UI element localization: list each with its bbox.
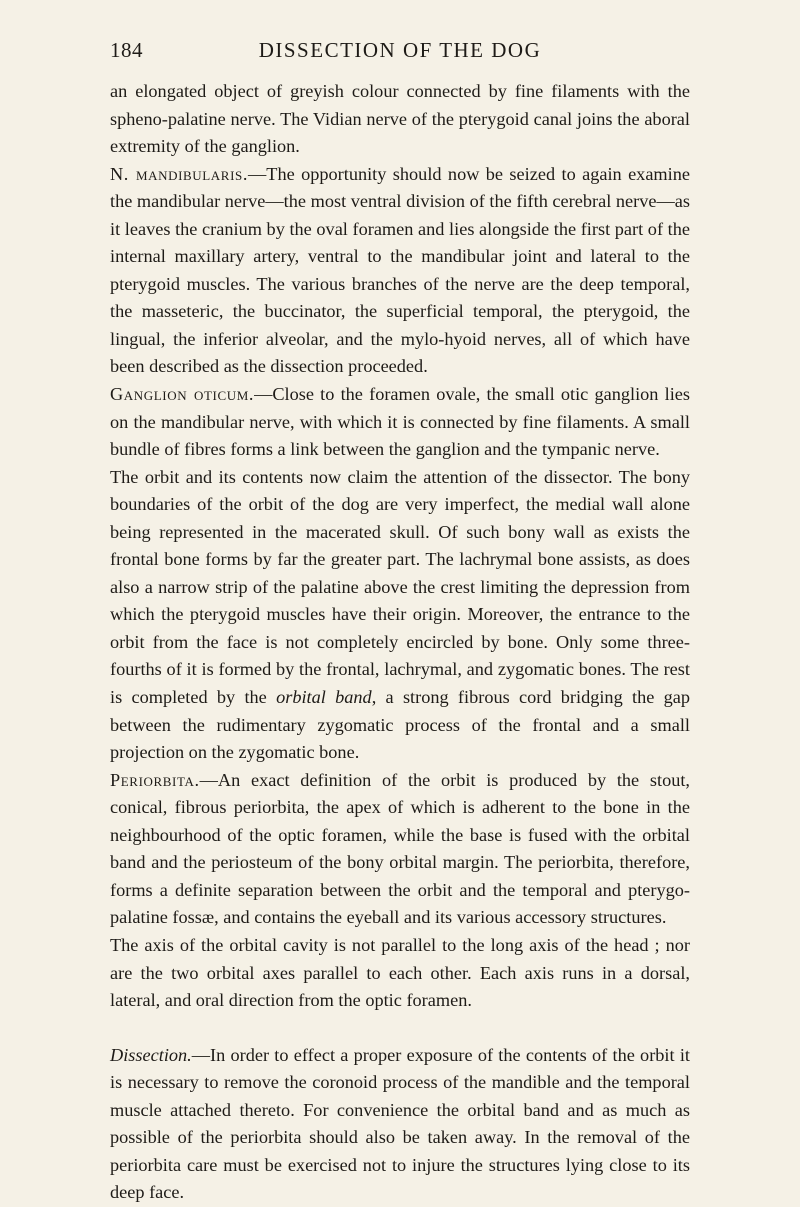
paragraph-text: The orbit and its contents now claim the attention of the dissector. The bony boundaries of the orbit of the dog are very imperfect, the medial wall alone being represented in the macerated skull. Of such bony wall as exists the frontal bone forms by far the greater part. The lachrymal bone assists, as does also a narrow strip of the palatine above the crest limiting the depression from which the pterygoid muscles have their origin. Moreover, the entrance to the orbit from the face is not completely encircled by bone. Only some three-fourths of it is formed by the frontal, lachrymal, and zygomatic bones. The rest is completed by the	[110, 466, 690, 708]
paragraph-text: an elongated object of greyish colour connected by fine filaments with the spheno-palatine nerve. The Vidian nerve of the pterygoid canal joins the aboral extremity of the ganglion.	[110, 81, 690, 157]
paragraph-text: —Close to the foramen ovale, the small otic ganglion lies on the mandibular nerve, with which it is connected by fine filaments. A small bundle of fibres forms a link between the ganglion and the tympanic nerve.	[110, 384, 691, 460]
paragraph-text: The axis of the orbital cavity is not parallel to the long axis of the head ; nor are the two orbital axes parallel to each other. Each axis runs in a dorsal, lateral, and oral direction from the optic foramen.	[110, 934, 690, 1011]
section-lead: Periorbita.	[110, 769, 200, 790]
paragraph-n-mandibularis	[110, 161, 690, 381]
paragraph-text: —The opportunity should now be seized to again examine the mandibular nerve—the most ventral division of the fifth cerebral nerve—as it leaves the cranium by the oval foramen and lies alongside the first part of the internal maxillary artery, ventral to the mandibular joint and lateral to the pterygoid muscles. The various branches of the nerve are the deep temporal, the masseteric, the buccinator, the superficial temporal, the pterygoid, the lingual, the inferior alveolar, and the mylo-hyoid nerves, all of which have been described as the dissection proceeded.	[110, 163, 690, 377]
section-lead: Ganglion oticum.	[110, 384, 255, 405]
paragraph-text: , a strong fibrous cord bridging the gap between the rudimentary zygomatic process of the frontal and a small projection on the zygomatic bone.	[110, 687, 690, 763]
paragraph-orbit	[110, 464, 690, 767]
page-number: 184	[110, 38, 143, 62]
paragraph-periorbita	[110, 767, 690, 932]
paragraph-ganglion-oticum	[110, 381, 690, 464]
italic-term: orbital band	[276, 687, 372, 708]
paragraph-orbital-axis	[110, 932, 690, 1015]
paragraph-dissection	[110, 1042, 690, 1207]
paragraph-text: —In order to effect a proper exposure of the contents of the orbit it is necessary to remove the coronoid process of the mandible and the temporal muscle attached thereto. For convenience the orbital band and as much as possible of the periorbita should also be taken away. In the removal of the periorbita care must be exercised not to injure the structures lying close to its deep face.	[110, 1044, 690, 1203]
section-lead: Dissection.	[110, 1044, 192, 1065]
body-text	[110, 78, 690, 1207]
page-header	[110, 34, 690, 70]
paragraph-continuation	[110, 78, 690, 161]
section-lead: N. mandibularis.	[110, 163, 248, 184]
running-head: DISSECTION OF THE DOG	[258, 38, 542, 62]
paragraph-text: —An exact definition of the orbit is produced by the stout, conical, fibrous periorbita, the apex of which is adherent to the bone in the neighbourhood of the optic foramen, while the base is fused with the orbital band and the periosteum of the bony orbital margin. The periorbita, therefore, forms a definite separation between the orbit and the temporal and pterygo-palatine fossæ, and contains the eyeball and its various accessory structures.	[110, 769, 690, 928]
